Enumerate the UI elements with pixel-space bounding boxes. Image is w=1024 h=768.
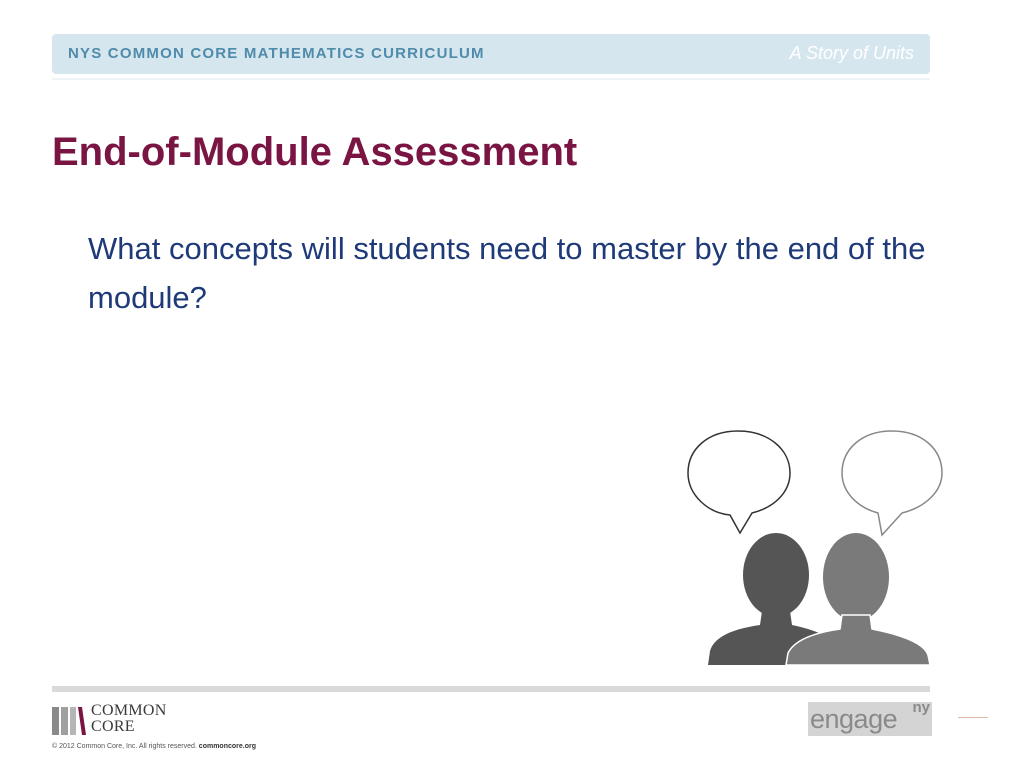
logo-text-line1: COMMON xyxy=(91,702,167,719)
slide-question: What concepts will students need to master by the end of the module? xyxy=(88,231,926,315)
people-speech-bubbles-illustration xyxy=(680,425,950,667)
curriculum-subtitle: A Story of Units xyxy=(789,43,914,63)
footer-divider xyxy=(52,686,930,692)
logo-text-line2: CORE xyxy=(91,718,135,735)
copyright-text: © 2012 Common Core, Inc. All rights reserved. xyxy=(52,743,197,750)
copyright-link[interactable]: commoncore.org xyxy=(198,743,256,750)
header-divider xyxy=(52,78,930,80)
common-core-logo-text xyxy=(91,703,167,735)
speech-bubble-left-icon xyxy=(688,431,790,533)
engage-logo-word: engage xyxy=(810,704,898,734)
header-bar xyxy=(52,34,930,74)
slide-title: End-of-Module Assessment xyxy=(52,130,578,174)
accent-line xyxy=(958,717,988,718)
engage-ny-logo xyxy=(808,699,932,736)
person-right-icon xyxy=(786,533,930,665)
copyright-notice xyxy=(52,743,256,750)
speech-bubble-right-icon xyxy=(842,431,942,535)
curriculum-title: NYS COMMON CORE MATHEMATICS CURRICULUM xyxy=(68,45,485,62)
engage-logo-superscript: ny xyxy=(912,699,930,716)
common-core-logo-icon xyxy=(52,705,86,735)
